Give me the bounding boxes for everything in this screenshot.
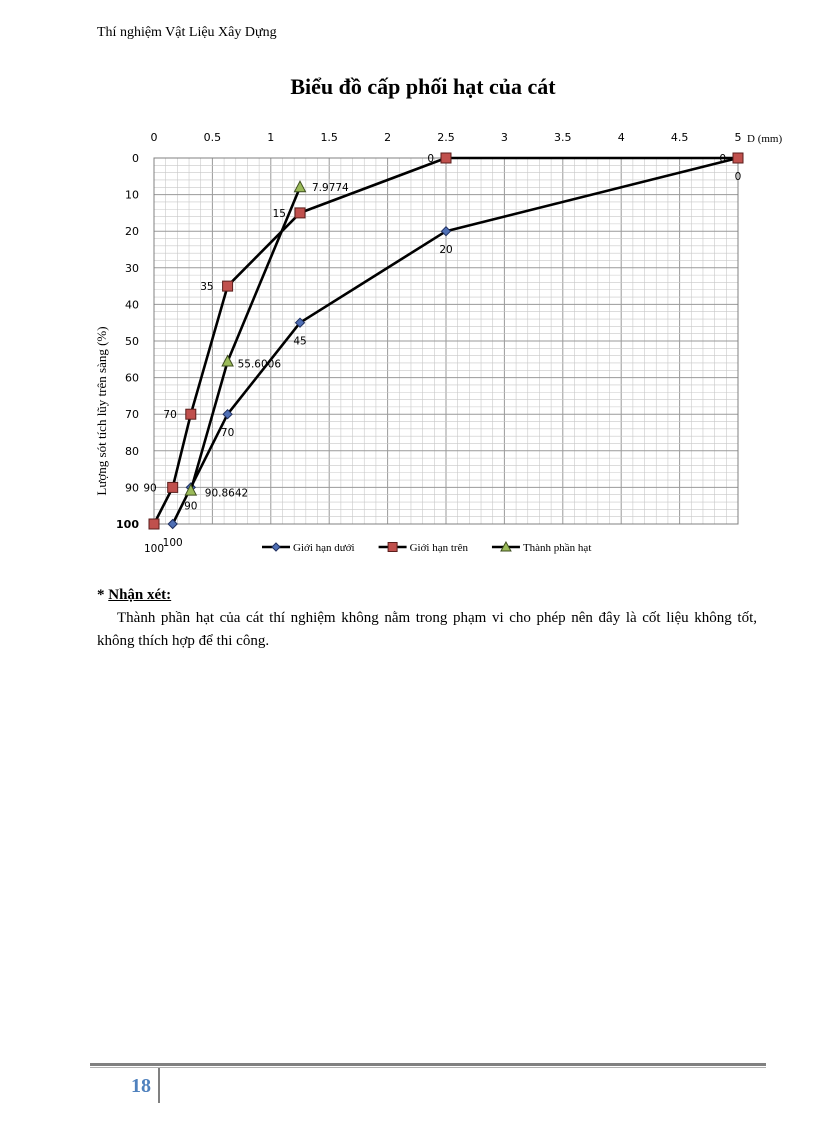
legend-label: Giới hạn dưới (293, 542, 355, 554)
data-label: 90 (143, 482, 157, 495)
x-axis-label: D (mm) (747, 133, 783, 145)
y-tick-label: 10 (125, 188, 139, 202)
data-label: 55.6006 (237, 358, 282, 371)
x-tick-label: 2.5 (437, 131, 455, 144)
comment-prefix: * (97, 587, 109, 603)
page-header: Thí nghiệm Vật Liệu Xây Dựng (97, 25, 277, 40)
y-tick-label: 30 (125, 261, 139, 275)
x-tick-label: 0 (150, 131, 158, 144)
x-tick-label: 1 (267, 131, 275, 144)
data-label: 100 (162, 537, 183, 549)
data-label: 45 (293, 335, 307, 348)
footer-divider-thin (90, 1067, 766, 1068)
comment-title (97, 584, 757, 607)
legend-marker-diamond (272, 543, 280, 551)
legend-marker-square (388, 543, 397, 552)
y-tick-label: 80 (125, 444, 139, 458)
comment-title-text: Nhận xét: (108, 587, 172, 603)
data-label: 70 (220, 427, 235, 440)
data-label: 20 (439, 244, 453, 257)
page-number: 18 (131, 1075, 151, 1097)
x-tick-label: 4 (617, 131, 625, 144)
legend-label: Thành phần hạt (522, 542, 592, 554)
data-label: 100 (143, 543, 165, 555)
data-point-square (186, 409, 196, 419)
x-tick-label: 4.5 (670, 131, 689, 144)
chart-title: Biểu đồ cấp phối hạt của cát (290, 74, 556, 99)
data-label: 7.9774 (312, 182, 349, 195)
footer-divider (90, 1063, 766, 1066)
data-point-square (149, 519, 159, 529)
data-label: 15 (272, 207, 286, 220)
data-label: 70 (163, 409, 177, 422)
y-tick-label: 100 (116, 518, 139, 531)
data-label: 0 (719, 153, 726, 165)
y-axis-label: Lượng sót tích lũy trên sàng (%) (94, 326, 109, 496)
y-tick-label: 70 (125, 408, 139, 422)
data-label: 0 (427, 153, 434, 165)
comment-section (97, 584, 757, 653)
y-tick-label: 0 (132, 152, 139, 165)
x-tick-label: 5 (734, 131, 742, 144)
y-tick-label: 50 (125, 335, 139, 348)
legend-label: Giới hạn trên (409, 542, 468, 554)
data-point-square (168, 482, 178, 492)
y-tick-label: 90 (125, 481, 139, 495)
x-tick-label: 2 (384, 131, 392, 144)
data-label: 90 (184, 500, 198, 513)
data-point-square (733, 153, 743, 163)
data-point-square (223, 281, 233, 291)
y-tick-label: 40 (125, 298, 139, 312)
data-label: 35 (200, 281, 214, 294)
data-point-square (441, 153, 451, 163)
data-point-square (295, 208, 305, 218)
x-tick-label: 3 (500, 131, 508, 144)
comment-body: Thành phần hạt của cát thí nghiệm không nằm trong phạm vi cho phép nên đây là cốt liệu không tốt, không thích hợp để thi công. (97, 610, 757, 649)
x-tick-label: 1.5 (320, 131, 338, 144)
data-label: 90.8642 (204, 487, 249, 500)
page-number-bar (158, 1068, 160, 1103)
x-tick-label: 0.5 (203, 131, 222, 144)
data-label: 0 (734, 171, 742, 183)
x-tick-label: 3.5 (554, 131, 572, 144)
y-tick-label: 20 (125, 225, 139, 239)
y-tick-label: 60 (125, 371, 139, 385)
